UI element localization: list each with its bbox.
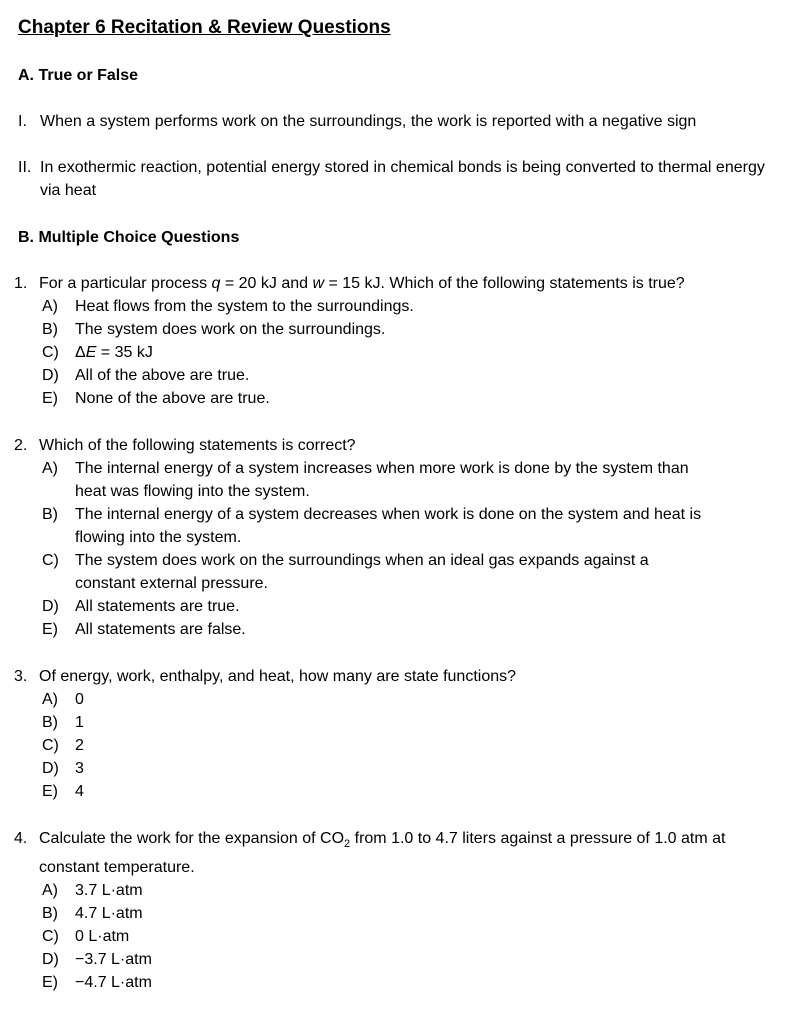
option-text (75, 341, 790, 364)
stem-part: = 15 kJ. Which of the following statements is true? (324, 275, 685, 292)
question-text (39, 272, 790, 295)
option-letter: E) (42, 621, 58, 638)
answer-option (14, 688, 790, 711)
option-text: 3 (75, 760, 84, 777)
answer-option (14, 457, 790, 503)
option-text: −4.7 L·atm (75, 974, 152, 992)
option-letter: E) (42, 783, 58, 800)
answer-option (14, 734, 790, 757)
answer-option (14, 948, 790, 971)
answer-options (14, 295, 790, 410)
answer-option (14, 618, 790, 641)
answer-option (14, 971, 790, 994)
option-letter: A) (42, 460, 58, 477)
section-a-heading: A. True or False (18, 67, 139, 84)
stem-part: from 1.0 to 4.7 liters against a pressure of 1.0 atm at constant temperature. (39, 830, 726, 877)
page-title: Chapter 6 Recitation & Review Questions (18, 17, 391, 38)
question-text: Of energy, work, enthalpy, and heat, how many are state functions? (39, 668, 517, 685)
option-text: The internal energy of a system increases when more work is done by the system than heat was flowing into the system. (75, 460, 689, 500)
question-stem (14, 827, 790, 879)
item-text: In exothermic reaction, potential energy stored in chemical bonds is being converted to thermal energy via heat (40, 159, 765, 199)
answer-option (14, 780, 790, 803)
question-text: Which of the following statements is correct? (39, 437, 356, 454)
option-letter: A) (42, 691, 58, 708)
answer-option (14, 341, 790, 364)
answer-option (14, 902, 790, 925)
option-text: All of the above are true. (75, 367, 250, 384)
question-3 (14, 665, 790, 803)
option-letter: D) (42, 760, 59, 777)
question-4 (14, 827, 790, 994)
question-number: 1. (14, 275, 28, 292)
option-letter: C) (42, 737, 59, 754)
option-letter: C) (42, 552, 59, 569)
subscript: 2 (344, 838, 351, 851)
option-value: = 35 kJ (96, 344, 153, 361)
answer-option (14, 549, 790, 595)
answer-option (14, 925, 790, 948)
option-letter: D) (42, 367, 59, 384)
answer-options (14, 879, 790, 994)
option-letter: C) (42, 928, 59, 946)
question-stem (14, 272, 790, 295)
option-letter: B) (42, 321, 58, 338)
delta-symbol: Δ (75, 344, 86, 361)
option-text: −3.7 L·atm (75, 951, 152, 969)
variable-w: w (312, 275, 325, 292)
option-letter: A) (42, 882, 58, 900)
option-text: None of the above are true. (75, 390, 270, 407)
stem-part: For a particular process (39, 275, 212, 292)
option-text: 4 (75, 783, 84, 800)
option-letter: E) (42, 390, 58, 407)
option-text: 0 (75, 691, 84, 708)
answer-option (14, 711, 790, 734)
true-false-item-1 (18, 110, 788, 133)
option-text: 2 (75, 737, 84, 754)
question-stem (14, 434, 790, 457)
answer-option (14, 295, 790, 318)
option-letter: E) (42, 974, 58, 992)
option-text: 0 L·atm (75, 928, 130, 946)
option-letter: C) (42, 344, 59, 361)
question-number: 2. (14, 437, 28, 454)
question-2 (14, 434, 790, 641)
item-number: I. (18, 113, 27, 130)
option-text: All statements are false. (75, 621, 246, 638)
answer-option (14, 503, 790, 549)
question-text (39, 827, 790, 879)
answer-option (14, 364, 790, 387)
stem-part: Calculate the work for the expansion of CO (39, 830, 345, 847)
section-b-heading: B. Multiple Choice Questions (18, 229, 240, 246)
answer-option (14, 387, 790, 410)
answer-option (14, 318, 790, 341)
question-number: 4. (14, 830, 28, 847)
question-1 (14, 272, 790, 410)
option-letter: B) (42, 506, 58, 523)
answer-option (14, 879, 790, 902)
option-text: All statements are true. (75, 598, 240, 615)
option-letter: D) (42, 598, 59, 615)
item-text: When a system performs work on the surroundings, the work is reported with a negative sign (40, 113, 697, 130)
answer-options (14, 688, 790, 803)
question-number: 3. (14, 668, 28, 685)
question-stem (14, 665, 790, 688)
option-letter: B) (42, 714, 58, 731)
option-letter: D) (42, 951, 59, 969)
variable-q: q (211, 275, 221, 292)
option-letter: B) (42, 905, 58, 923)
option-text: 3.7 L·atm (75, 882, 143, 900)
option-text: Heat flows from the system to the surroundings. (75, 298, 414, 315)
option-text: The system does work on the surroundings. (75, 321, 386, 338)
option-text: 1 (75, 714, 84, 731)
answer-option (14, 757, 790, 780)
option-text: The internal energy of a system decreases when work is done on the system and heat is flowing into the system. (75, 506, 702, 546)
stem-part: = 20 kJ and (220, 275, 313, 292)
option-letter: A) (42, 298, 58, 315)
answer-options (14, 457, 790, 641)
variable-e: E (85, 344, 97, 361)
true-false-item-2 (18, 156, 788, 202)
option-text: The system does work on the surroundings when an ideal gas expands against a constant external pressure. (75, 552, 649, 592)
answer-option (14, 595, 790, 618)
item-number: II. (18, 159, 32, 176)
option-text: 4.7 L·atm (75, 905, 143, 923)
